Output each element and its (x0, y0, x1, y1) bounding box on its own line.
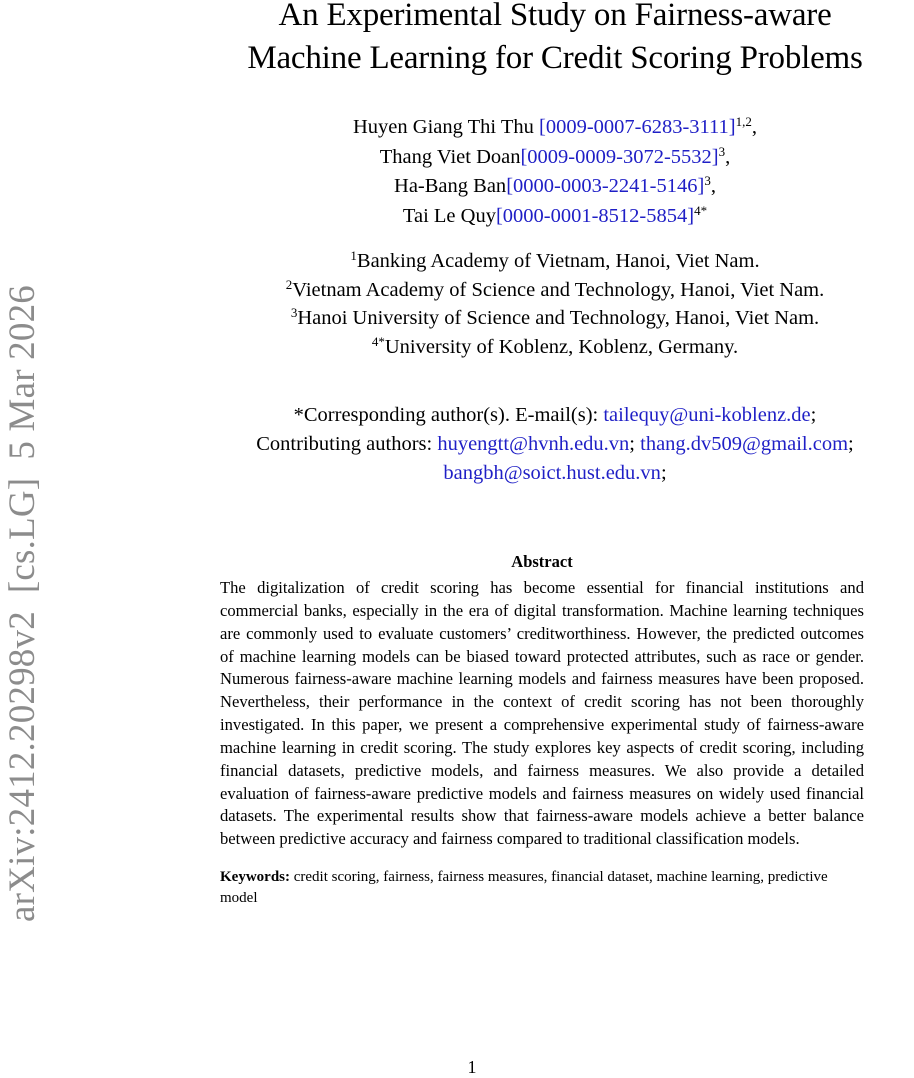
keywords-label: Keywords: (220, 869, 290, 886)
corresponding-email-link[interactable]: tailequy@uni-koblenz.de (603, 404, 811, 427)
author-name: Ha-Bang Ban (394, 175, 507, 197)
title-line-2: Machine Learning for Credit Scoring Problems (247, 40, 863, 76)
arxiv-identifier[interactable]: arXiv:2412.20298v2 (1, 610, 43, 922)
affiliation-mark: 4* (694, 202, 708, 218)
paper-front-matter (196, 0, 914, 487)
corresponding-label: *Corresponding author(s). E-mail(s): (293, 404, 604, 427)
title-line-1: An Experimental Study on Fairness-aware (278, 0, 832, 33)
email-separator: ; (810, 404, 817, 427)
affiliation-item (196, 304, 914, 333)
author-item (196, 202, 914, 232)
abstract-heading: Abstract (511, 552, 573, 571)
keywords-text: credit scoring, fairness, fairness measures, financial dataset, machine learning, predictive model (220, 869, 828, 907)
email-separator: ; (848, 432, 854, 455)
keywords (220, 867, 864, 909)
affiliation-text: University of Koblenz, Koblenz, Germany. (384, 335, 739, 358)
arxiv-stamp-text (1, 267, 44, 922)
contributing-email-link[interactable]: bangbh@soict.hust.edu.vn (443, 461, 661, 484)
affiliation-mark: 3 (704, 173, 711, 188)
orcid-link[interactable]: [0000-0003-2241-5146] (506, 175, 705, 197)
affiliation-mark: 3 (290, 305, 298, 321)
affiliation-mark: 3 (718, 143, 726, 159)
author-separator: , (710, 175, 716, 197)
affiliation-mark: 2 (285, 276, 293, 292)
contributing-authors-line-continued (196, 459, 914, 488)
author-item (196, 143, 914, 173)
author-name: Huyen Giang Thi Thu (352, 116, 539, 138)
affiliation-item (196, 247, 914, 276)
author-separator: , (725, 145, 731, 168)
affiliation-text: Hanoi University of Science and Technology, Hanoi, Viet Nam. (297, 307, 820, 330)
paper-title (196, 0, 914, 80)
author-name: Thang Viet Doan (379, 145, 521, 168)
arxiv-stamp (2, 238, 42, 950)
affiliation-item (196, 276, 914, 305)
page-number-text: 1 (467, 1057, 477, 1077)
affiliation-list (196, 247, 914, 361)
abstract-section (220, 551, 864, 909)
orcid-link[interactable]: [0009-0007-6283-3111] (539, 116, 736, 138)
affiliation-text: Banking Academy of Vietnam, Hanoi, Viet Nam. (356, 250, 760, 272)
contributing-label: Contributing authors: (256, 432, 438, 455)
contributing-authors-line (196, 430, 914, 459)
author-name: Tai Le Quy (402, 204, 496, 227)
affiliation-mark: 1 (350, 248, 357, 263)
abstract-body: The digitalization of credit scoring has become essential for financial institutions and commercial banks, especially in the era of digital transformation. Machine learning techniques are commonly used to evaluate customers’ creditworthiness. However, the predicted outcomes of machine learning models can be biased toward protected attributes, such as race or gender. Numerous fairness-aware machine learning models and fairness measures have been proposed. Nevertheless, their performance in the context of credit scoring has not been thoroughly investigated. In this paper, we present a comprehensive experimental study of fairness-aware machine learning in credit scoring. The study explores key aspects of credit scoring, including financial datasets, predictive models, and fairness measures. We also provide a detailed evaluation of fairness-aware predictive models and fairness measures on widely used financial datasets. The experimental results show that fairness-aware models achieve a better balance between predictive accuracy and fairness compared to traditional classification models. (220, 578, 864, 849)
affiliation-mark: 4* (371, 333, 385, 349)
author-separator: , (751, 116, 757, 138)
arxiv-date: 5 Mar 2026 (1, 284, 43, 460)
corresponding-author-line (196, 401, 914, 430)
affiliation-mark: 1,2 (735, 114, 752, 129)
orcid-link[interactable]: [0000-0001-8512-5854] (495, 204, 695, 227)
affiliation-text: Vietnam Academy of Science and Technology, Hanoi, Viet Nam. (292, 278, 825, 301)
author-item (196, 172, 914, 202)
page-number (0, 1057, 914, 1078)
author-item (196, 113, 914, 143)
author-list (196, 113, 914, 231)
contributing-email-link[interactable]: thang.dv509@gmail.com (640, 432, 849, 455)
email-separator: ; (660, 461, 667, 484)
affiliation-item (196, 333, 914, 362)
email-separator: ; (629, 432, 635, 455)
correspondence-block (196, 401, 914, 487)
contributing-email-link[interactable]: huyengtt@hvnh.edu.vn (437, 432, 630, 455)
arxiv-category: [cs.LG] (1, 477, 43, 593)
orcid-link[interactable]: [0009-0009-3072-5532] (520, 145, 719, 168)
